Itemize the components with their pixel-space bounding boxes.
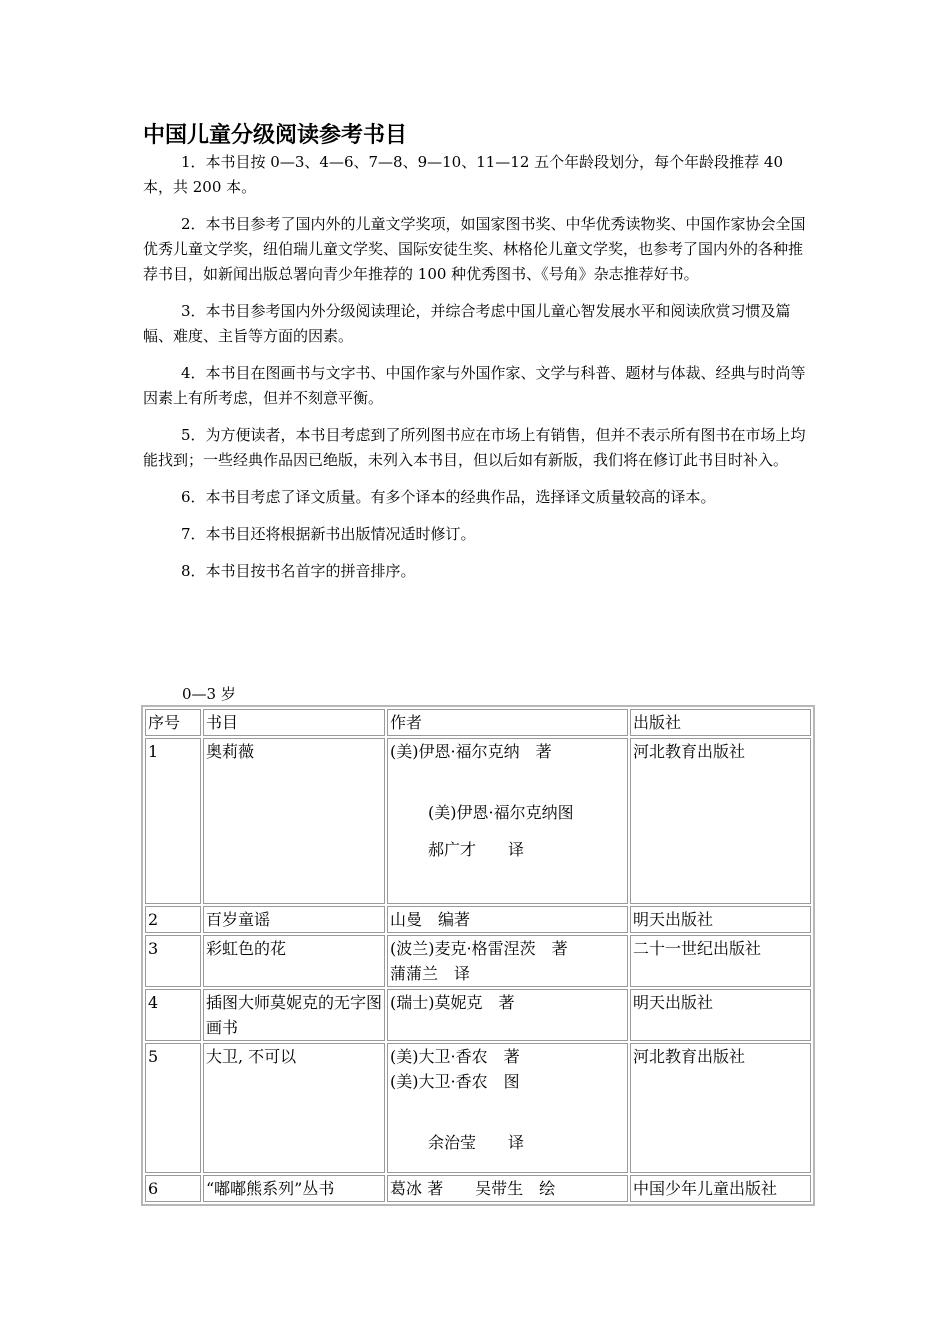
row-publisher: 明天出版社 <box>630 989 811 1041</box>
age-group-label: 0—3 岁 <box>182 685 236 703</box>
table-row <box>145 1043 811 1173</box>
author-line: 葛冰 著 吴带生 绘 <box>390 1179 556 1198</box>
header-publisher: 出版社 <box>630 709 811 736</box>
author-line: (美)大卫·香农 著 <box>390 1047 520 1066</box>
header-no: 序号 <box>145 709 201 736</box>
row-title: 百岁童谣 <box>203 906 385 933</box>
row-author <box>387 1043 628 1173</box>
author-line: (波兰)麦克·格雷涅茨 著 <box>390 939 568 958</box>
row-publisher: 明天出版社 <box>630 906 811 933</box>
row-author <box>387 1175 628 1202</box>
header-title: 书目 <box>203 709 385 736</box>
author-line: (美)大卫·香农 图 <box>390 1072 520 1091</box>
table-row <box>145 906 811 933</box>
note-2: 2．本书目参考了国内外的儿童文学奖项，如国家图书奖、中华优秀读物奖、中国作家协会全国优秀儿童文学奖，纽伯瑞儿童文学奖、国际安徒生奖、林格伦儿童文学奖，也参考了国内外的各种推荐书目，如新闻出版总署向青少年推荐的 100 种优秀图书、《号角》杂志推荐好书。 <box>143 215 806 283</box>
author-line: (美)伊恩·福尔克纳 著 <box>390 742 552 761</box>
row-publisher: 中国少年儿童出版社 <box>630 1175 811 1202</box>
table-row <box>145 1175 811 1202</box>
row-no: 3 <box>145 935 201 987</box>
row-no: 1 <box>145 738 201 904</box>
author-line: (美)伊恩·福尔克纳图 <box>428 803 574 822</box>
table-header-row <box>145 709 811 736</box>
note-3: 3．本书目参考国内外分级阅读理论，并综合考虑中国儿童心智发展水平和阅读欣赏习惯及篇幅、难度、主旨等方面的因素。 <box>143 302 791 345</box>
note-5: 5．为方便读者，本书目考虑到了所列图书应在市场上有销售，但并不表示所有图书在市场上均能找到；一些经典作品因已绝版，未列入本书目，但以后如有新版，我们将在修订此书目时补入。 <box>143 426 806 469</box>
row-title: 大卫, 不可以 <box>203 1043 385 1173</box>
table-row <box>145 989 811 1041</box>
row-author <box>387 989 628 1041</box>
table-row <box>145 935 811 987</box>
notes-section <box>143 150 811 596</box>
author-line: 余治莹 译 <box>428 1133 525 1152</box>
row-no: 4 <box>145 989 201 1041</box>
note-6: 6．本书目考虑了译文质量。有多个译本的经典作品，选择译文质量较高的译本。 <box>181 488 716 506</box>
author-line: 山曼 编著 <box>390 910 471 929</box>
row-no: 5 <box>145 1043 201 1173</box>
row-title: 奥莉薇 <box>203 738 385 904</box>
row-publisher: 河北教育出版社 <box>630 1043 811 1173</box>
row-title: 插图大师莫妮克的无字图画书 <box>203 989 385 1041</box>
note-4: 4．本书目在图画书与文字书、中国作家与外国作家、文学与科普、题材与体裁、经典与时尚等因素上有所考虑，但并不刻意平衡。 <box>143 364 806 407</box>
row-author <box>387 935 628 987</box>
row-author <box>387 738 628 904</box>
author-line: 郝广才 译 <box>428 840 525 859</box>
author-line: (瑞士)莫妮克 著 <box>390 993 515 1012</box>
note-7: 7．本书目还将根据新书出版情况适时修订。 <box>181 525 476 543</box>
row-publisher: 二十一世纪出版社 <box>630 935 811 987</box>
row-no: 2 <box>145 906 201 933</box>
note-8: 8．本书目按书名首字的拼音排序。 <box>181 562 416 580</box>
page-title: 中国儿童分级阅读参考书目 <box>143 123 408 148</box>
table-row <box>145 738 811 904</box>
book-list-table <box>141 705 815 1206</box>
note-1: 1．本书目按 0—3、4—6、7—8、9—10、11—12 五个年龄段划分，每个年龄段推荐 40 本，共 200 本。 <box>143 153 784 196</box>
row-title: “嘟嘟熊系列”丛书 <box>203 1175 385 1202</box>
author-line: 蒲蒲兰 译 <box>390 964 471 983</box>
row-title: 彩虹色的花 <box>203 935 385 987</box>
header-author: 作者 <box>387 709 628 736</box>
row-no: 6 <box>145 1175 201 1202</box>
row-author <box>387 906 628 933</box>
row-publisher: 河北教育出版社 <box>630 738 811 904</box>
